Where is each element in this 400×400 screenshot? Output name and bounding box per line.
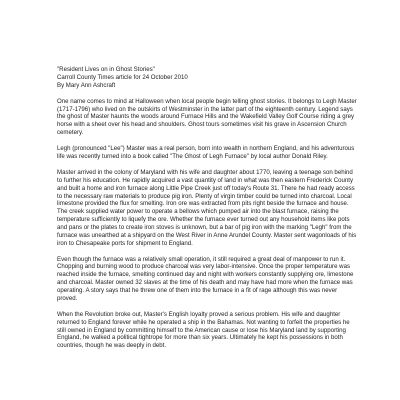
article-source-line: Carroll County Times article for 24 October 2010 [57,73,188,81]
article-byline: By Mary Ann Ashcraft [57,81,116,89]
article-title: "Resident Lives on in Ghost Stories" [57,66,155,73]
article-body [57,66,357,358]
paragraph-furnace: Master arrived in the colony of Maryland with his wife and daughter about 1770, leaving a teenage son behind to further his education. He rapidly acquired a vast quantity of land in what was then eastern Frederick County and built a home and iron furnace along Little Pipe Creek just off today's Route 31. There he had ready access to the necessary raw materials to produce pig iron. Plenty of virgin timber could be turned into charcoal. Local limestone provided the flux for smelting. Iron ore was extracted from pits right beside the furnace and house. The creek supplied water power to operate a bellows which pumped air into the blast furnace, raising the temperature sufficiently to liquefy the ore. Whether the furnace ever turned out any household items like pots and pans or the plates to create iron stoves is unknown, but a bar of pig iron with the marking "Legh" from the furnace was unearthed at a shipyard on the West River in Anne Arundel County. Master sent wagonloads of his iron to Chesapeake ports for shipment to England. [57,169,357,247]
paragraph-manpower: Even though the furnace was a relatively small operation, it still required a great deal of manpower to run it. Chopping and burning wood to produce charcoal was very labor-intensive. Once the proper temperature was reached inside the furnace, smelting continued day and night with workers constantly supplying ore, limestone and charcoal. Master owned 32 slaves at the time of his death and may have had more when the furnace was operating. A story says that he threw one of them into the furnace in a fit of rage although this was never proved. [57,255,354,302]
paragraph-legh-master: Legh (pronounced "Lee") Master was a real person, born into wealth in northern England, and his adventurous life was recently turned into a book called "The Ghost of Legh Furnace" by local author Donald Riley. [57,145,355,160]
article-header [57,66,357,90]
paragraph-intro: One name comes to mind at Halloween when local people begin telling ghost stories. It belongs to Legh Master (1717-1796) who lived on the outskirts of Westminster in the latter part of the eighteenth century. Legend says the ghost of Master haunts the woods around Furnace Hills and the Wakefield Valley Golf Course riding a grey horse with a sheet over his head and shoulders. Ghost tours sometimes visit his grave in Ascension Church cemetery. [57,97,357,137]
paragraph-revolution: When the Revolution broke out, Master's English loyalty proved a serious problem. His wife and daughter returned to England forever while he operated a ship in the Bahamas. Not wanting to forfeit the properties he still owned in England by committing himself to the American cause or lose his Maryland land by supporting England, he walked a political tightrope for more than six years. Ultimately he kept his possessions in both countries, though he was deeply in debt. [57,310,350,350]
